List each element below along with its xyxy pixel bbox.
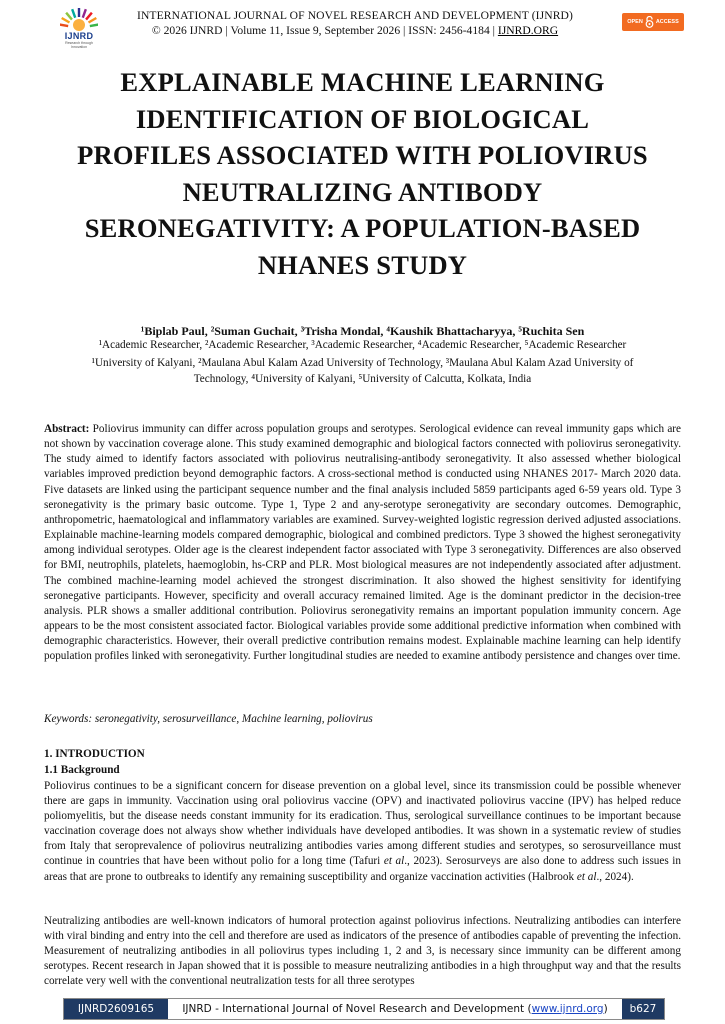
logo-tagline: Research through Innovation [65,41,93,49]
paragraph-text: Poliovirus continues to be a significant concern for disease prevention on a global level, since its transmission could be possible whenever there are gaps in immunity. Vaccination using oral poliovirus vaccine (OPV) and inactivated poliovirus vaccine (IPV) has helped reduce poliomyelitis, but the disease needs constant immunity for its eradication. Thus, serological surveillance continues to be important because vaccination coverage does not always show whether individuals have developed antibodies. It was shown in a systematic review of studies from Italy that seroprevalence of poliovirus neutralizing antibodies varies among different studies and serotypes, so serosurveillance must continue in countries that have been without polio for a long time (Tafuri [44,780,681,868]
keywords: Keywords: seronegativity, serosurveillance, Machine learning, poliovirus [44,713,373,725]
author-list: ¹Biplab Paul, ²Suman Guchait, ³Trisha Mondal, ⁴Kaushik Bhattacharyya, ⁵Ruchita Sen [140,324,585,338]
sunburst-logo-icon [60,6,98,32]
abstract-text: Poliovirus immunity can differ across population groups and serotypes. Serological evidence can reveal immunity gaps which are not shown by vaccination coverage alone. This study examined demographic and biological factors connected with poliovirus seronegativity. The study aimed to identify factors associated with poliovirus neutralising-antibody seronegativity. It also assessed whether biological variables improved prediction beyond demographic factors. A cross-sectional method is conducted using NHANES 2017- March 2020 data. Five datasets are linked using the participant sequence number and the final analysis included 5859 participants aged 6-59 years old. Type 3 seronegativity is the primary basic outcome. Type 1, Type 2 and any-serotype seronegativity are secondary outcomes. Demographic, anthropometric, haematological and inflammatory variables are examined. Survey-weighted logistic regression derived adjusted associations. Explainable machine-learning models compared demographic, biological and combined predictors. Type 3 showed the highest seronegativity among individual serotypes. Older age is the clearest independent factor associated with Type 3 seronegativity. Differences are also observed for BMI, neutrophils, platelets, haemoglobin, hs-CRP and PLR. Most biological measures are not independently associated after adjustment. The combined machine-learning model achieved the strongest discrimination. It also showed the highest sensitivity for identifying seronegative participants. However, specificity and overall accuracy remained limited. Age is the dominant predictor in the decision-tree analysis. PLR shows a smaller additional contribution. Poliovirus seronegativity remains an important population immunity concern. Age appears to be the most consistent associated factor. Biological variables provide some additional predictive information when combined with demographic characteristics. However, their overall predictive contribution remains modest. Explainable machine learning can help identify population profiles linked with seronegativity. Further longitudinal studies are needed to examine antibody persistence and changes over time. [44,423,681,663]
journal-info [120,24,590,37]
author-affiliations [30,355,695,387]
footer-page-number: b627 [622,999,664,1019]
title-line: SERONEGATIVITY: A POPULATION-BASED [84,213,641,244]
title-line: EXPLAINABLE MACHINE LEARNING [120,67,605,97]
open-access-access-text: ACCESS [655,19,679,25]
logo-wordmark: IJNRD [64,31,94,41]
journal-title: INTERNATIONAL JOURNAL OF NOVEL RESEARCH AND DEVELOPMENT (IJNRD) [136,9,573,22]
title-line: PROFILES ASSOCIATED WITH POLIOVIRUS [77,140,648,171]
title-line: NEUTRALIZING ANTIBODY [182,176,543,207]
section-heading-introduction: 1. INTRODUCTION [44,748,145,760]
body-paragraph-1 [44,779,681,885]
title-line: IDENTIFICATION OF BIOLOGICAL [135,103,590,134]
footer-journal-close: ) [603,1003,608,1015]
paragraph-text: ., 2023). Serosurveys are also done to address such issues in areas that are prone to outbreaks to identify any remaining susceptibility and organize vaccination activities (Halbrook [44,855,682,883]
abstract-label: Abstract: [44,423,90,435]
footer-journal-text: IJNRD - International Journal of Novel Research and Development ( [182,1003,532,1015]
author-roles: ¹Academic Researcher, ²Academic Researcher, ³Academic Researcher, ⁴Academic Researcher, ⁵Academic Researcher [98,339,627,351]
abstract [44,422,681,665]
affiliation-line: ¹University of Kalyani, ²Maulana Abul Kalam Azad University of Technology, ³Maulana Abul Kalam Azad University of [91,357,634,369]
footer-journal [168,999,622,1019]
journal-url-link[interactable]: IJNRD.ORG [497,24,559,37]
subsection-heading-background: 1.1 Background [44,764,120,776]
citation-etal: et al [383,855,405,868]
open-access-badge [622,13,684,31]
citation-etal: et al [576,870,597,883]
journal-info-text: © 2026 IJNRD | Volume 11, Issue 9, September 2026 | ISSN: 2456-4184 | [151,24,498,37]
title-line: NHANES STUDY [257,249,468,280]
footer-journal-url-link[interactable]: www.ijnrd.org [531,1003,604,1015]
body-paragraph-2: Neutralizing antibodies are well-known indicators of humoral protection against poliovirus infections. Neutralizing antibodies can interfere with viral binding and entry into the cell and therefore are used as indicators of the presence of antibodies capable of preventing the infection. Measurement of neutralizing antibodies in all poliovirus types including 1, 2 and 3, is necessary since immunity can be different among serotypes. Recent research in Japan showed that it is possible to measure neutralizing antibodies in a high throughput way and that the results correlate very well with the conventional neutralization tests for all three serotypes [44,915,681,988]
paper-title [30,64,695,284]
affiliation-line: Technology, ⁴University of Kalyani, ⁵University of Calcutta, Kolkata, India [193,373,532,385]
footer-paper-id: IJNRD2609165 [64,999,168,1019]
paragraph-text: ., 2024). [596,870,634,883]
open-lock-icon [645,16,654,28]
open-access-open-text: OPEN [627,19,643,25]
ijnrd-logo [60,6,98,49]
page-footer [63,998,665,1020]
page-header [0,0,725,52]
